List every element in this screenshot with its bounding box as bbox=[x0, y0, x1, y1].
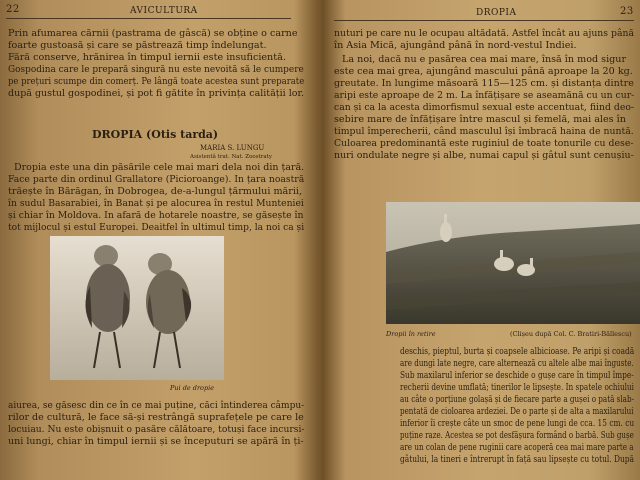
article-title: DROPIA (Otis tarda) bbox=[92, 128, 219, 141]
right-header-rule bbox=[334, 20, 634, 21]
body-line: sebire mare de înfățișare între mascul și femelă, mai ales în bbox=[334, 114, 626, 125]
body-line: au câte o porțiune golașă și de fiecare parte a gușei o pată slab- bbox=[400, 394, 634, 405]
body-line: tot mijlocul și estul Europei. Deaitfel în ultimul timp, la noi ca și bbox=[8, 222, 305, 233]
body-line: și chiar în Moldova. In afară de hotarele noastre, se găsește în bbox=[8, 210, 304, 221]
right-page-number: 23 bbox=[620, 6, 634, 17]
body-line: Sub maxilarul inferior se deschide o gușe care în timpul împe- bbox=[400, 370, 634, 381]
body-line: gâtului, la tineri e întrerupt în față sau lipsește cu totul. După bbox=[400, 454, 634, 465]
intro-line: foarte gustoasă și care se păstrează timp îndelungat. bbox=[8, 40, 267, 51]
photo-credit: (Clișeu după Col. C. Bratiri-Băllescu) bbox=[510, 330, 632, 338]
body-line: puține raze. Acestea se pot desfășura formând o barbă. Sub gușe bbox=[400, 430, 634, 441]
bottom-line: aiurea, se găsesc din ce în ce mai puține, căci întinderea câmpu- bbox=[8, 400, 305, 411]
left-header-rule bbox=[6, 18, 291, 19]
intro-line: pe prețuri scumpe din comerț. Pe lângă toate acestea sunt preparate bbox=[8, 76, 305, 87]
body-line: Face parte din ordinul Grallatore (Picioroange). In țara noastră bbox=[8, 174, 305, 185]
body-line: inferior îi crește câte un smoc de pene lungi de cca. 15 cm. cu bbox=[400, 418, 635, 429]
body-line: are dungi late negre, care alternează cu altele albe mai înguste. bbox=[400, 358, 634, 369]
right-running-head: DROPIA bbox=[476, 8, 517, 18]
bottom-line: uni lungi, chiar în timpul iernii și se începuturi se apără în ți- bbox=[8, 436, 304, 447]
intro-line: Gospodina care le prepară singură nu este nevoită să le cumpere bbox=[8, 64, 304, 75]
bottom-line: locuiau. Nu este obișnuit o pasăre călătoare, totuși face incursi- bbox=[8, 424, 305, 435]
article-author: MARIA S. LUNGU bbox=[200, 144, 265, 152]
body-line: recherii devine umflată; tinerilor le lipsește. In spatele ochiului bbox=[400, 382, 635, 393]
body-line: nuri ondulate negre și albe, numai capul și gâtul sunt cenușiu- bbox=[334, 150, 634, 161]
chicks-photo-caption: Pui de dropie bbox=[170, 384, 215, 392]
left-running-head: AVICULTURA bbox=[130, 6, 198, 16]
body-line: trăește în Bărăgan, în Dobrogea, de-a-lungul țărmului mării, bbox=[8, 186, 303, 197]
bustards-photo bbox=[386, 202, 640, 324]
left-page-number: 22 bbox=[6, 4, 20, 15]
body-line: pentată de cioloarea ardeziei. De o parte și de alta a maxilarului bbox=[400, 406, 634, 417]
bottom-line: rilor de cultură, le face să-și restrângă suprafețele pe care le bbox=[8, 412, 304, 423]
body-line: Culoarea predominantă este ruginiul de toate tonurile cu dese- bbox=[334, 138, 634, 149]
body-line: La noi, dacă nu e pasărea cea mai mare, însă în mod sigur bbox=[342, 54, 627, 65]
chicks-illustration bbox=[50, 236, 224, 380]
body-line: în sudul Basarabiei, în Banat și pe alocurea în restul Munteniei bbox=[8, 198, 304, 209]
body-line: aripi este aproape de 2 m. La înfățișare se aseamănă cu un cur- bbox=[334, 90, 635, 101]
intro-line: după gustul gospodinei, și pot fi gătite în privința calității lor. bbox=[8, 88, 304, 99]
intro-line: Fără conserve, hrănirea în timpul iernii este insuficientă. bbox=[8, 52, 286, 63]
body-line: Dropia este una din păsările cele mai mari dela noi din țară. bbox=[14, 162, 305, 173]
body-line: nuturi pe care nu le ocupau altădată. Astfel încât au ajuns până bbox=[334, 28, 635, 39]
bustards-photo-caption: Dropii în retire bbox=[386, 330, 436, 338]
author-affiliation: Asistentă trat. Nat. Zoostraty bbox=[190, 154, 272, 160]
body-line: can și ca la acesta dimorfismul sexual este accentuat, fiind deo- bbox=[334, 102, 635, 113]
intro-line: Prin afumarea cărnii (pastrama de gâscă) se obține o carne bbox=[8, 28, 298, 39]
body-line: timpul împerecherii, când masculul își îmbracă haina de nuntă. bbox=[334, 126, 634, 137]
body-line: are un colan de pene ruginii care acoperă cea mai mare parte a bbox=[400, 442, 634, 453]
body-line: în Asia Mică, ajungând până în nord-vestul Indiei. bbox=[334, 40, 577, 51]
body-line: deschis, pieptul, burta și coapsele albicioase. Pe aripi și coadă bbox=[400, 346, 635, 357]
bustards-illustration bbox=[386, 202, 640, 324]
body-line: greutate. In lungime măsoară 115—125 cm. și distanța dintre bbox=[334, 78, 634, 89]
body-line: este cea mai grea, ajungând mascului până aproape la 20 kg. bbox=[334, 66, 633, 77]
right-page bbox=[320, 0, 640, 480]
left-page bbox=[0, 0, 310, 480]
chicks-photo bbox=[50, 236, 224, 380]
